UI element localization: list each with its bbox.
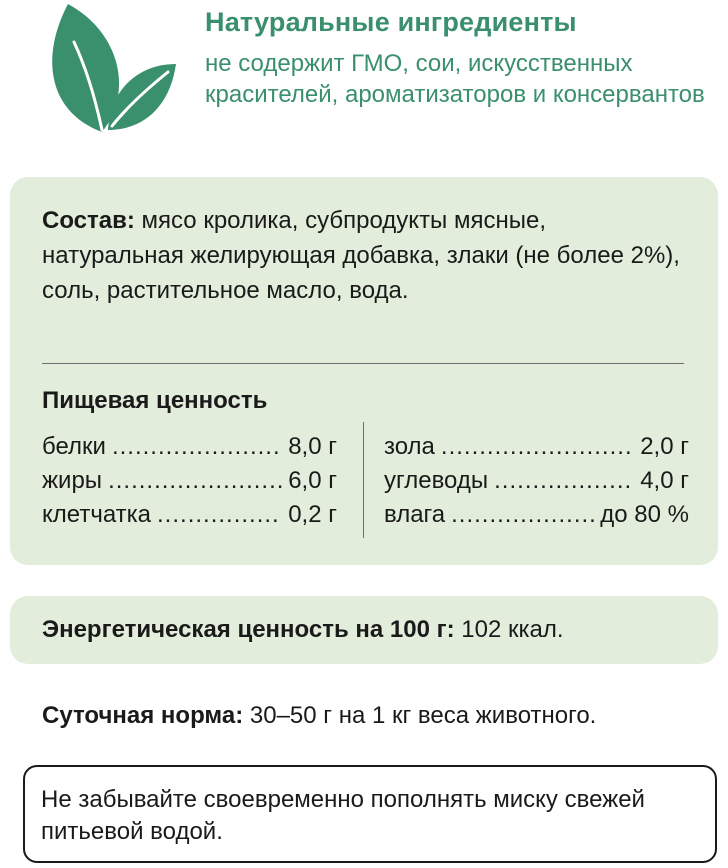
nutrition-value: 0,2 г xyxy=(288,501,337,528)
nutrition-value: 8,0 г xyxy=(288,433,337,460)
nutrition-row-moisture xyxy=(384,498,689,532)
energy-label: Энергетическая ценность на 100 г: xyxy=(42,616,455,643)
daily-label: Суточная норма: xyxy=(42,702,244,729)
composition-card xyxy=(10,177,718,565)
nutrition-row-fat xyxy=(42,464,337,498)
nutrition-row-fiber xyxy=(42,498,337,532)
leader-dots xyxy=(451,498,594,532)
daily-norm xyxy=(42,700,596,732)
header-subtitle: не содержит ГМО, сои, искусственных красителей, ароматизаторов и консервантов xyxy=(205,50,705,108)
daily-value: 30–50 г на 1 кг веса животного. xyxy=(243,702,597,729)
divider xyxy=(42,363,684,364)
nutrition-row-carbs xyxy=(384,464,689,498)
nutrition-label: клетчатка xyxy=(42,501,152,528)
notice-box xyxy=(23,765,717,863)
nutrition-value: 4,0 г xyxy=(640,467,689,494)
column-divider xyxy=(363,422,364,538)
energy-card xyxy=(10,596,718,664)
header-title: Натуральные ингредиенты xyxy=(205,7,577,37)
energy-text xyxy=(42,614,564,646)
nutrition-label: зола xyxy=(384,433,435,460)
leaves-icon xyxy=(38,2,178,134)
nutrition-row-ash xyxy=(384,430,689,464)
composition-body: мясо кролика, субпродукты мясные, натуральная желирующая добавка, злаки (не более 2%), соль, растительное масло, вода. xyxy=(42,207,680,304)
nutrition-value: 6,0 г xyxy=(288,467,337,494)
nutrition-label: углеводы xyxy=(384,467,489,494)
leader-dots xyxy=(108,464,282,498)
nutrition-row-protein xyxy=(42,430,337,464)
nutrition-value: до 80 % xyxy=(600,501,689,528)
energy-value: 102 ккал. xyxy=(454,616,564,643)
nutrition-label: белки xyxy=(42,433,106,460)
nutrition-title: Пищевая ценность xyxy=(42,387,268,414)
nutrition-label: жиры xyxy=(42,467,103,494)
leader-dots xyxy=(157,498,282,532)
nutrition-value: 2,0 г xyxy=(640,433,689,460)
composition-label: Состав: xyxy=(42,207,135,234)
composition-text xyxy=(42,203,692,308)
nutrition-label: влага xyxy=(384,501,446,528)
leader-dots xyxy=(441,430,634,464)
notice-text: Не забывайте своевременно пополнять миску свежей питьевой водой. xyxy=(41,786,645,845)
leader-dots xyxy=(112,430,282,464)
leader-dots xyxy=(494,464,634,498)
